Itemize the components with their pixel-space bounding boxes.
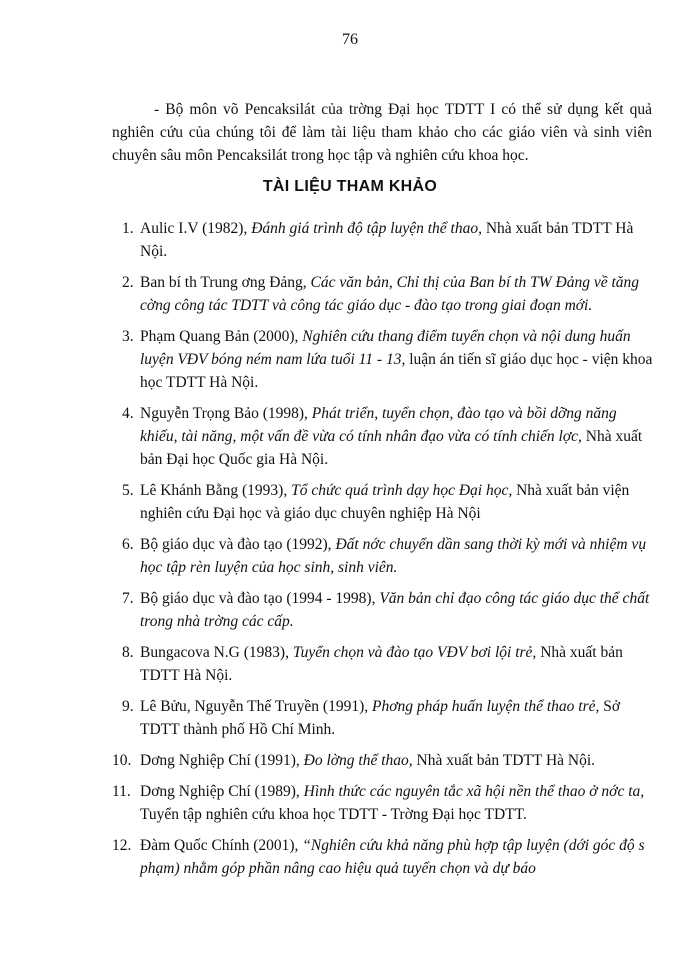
reference-item: 12. Đàm Quốc Chính (2001), “Nghiên cứu khả năng phù hợp tập luyện (dới góc độ s phạm) nhằm góp phần nâng cao hiệu quả tuyển chọn và dự báo — [112, 837, 645, 877]
reference-item: 1. Aulic I.V (1982), Đánh giá trình độ tập luyện thể thao, Nhà xuất bản TDTT Hà Nội. — [122, 220, 634, 260]
reference-item: 7. Bộ giáo dục và đào tạo (1994 - 1998), Văn bản chỉ đạo công tác giáo dục thể chất trong nhà trờng các cấp. — [122, 590, 650, 630]
page-number: 76 — [342, 31, 358, 48]
intro-paragraph: - Bộ môn võ Pencaksilát của trờng Đại học TDTT I có thể sử dụng kết quả nghiên cứu của chúng tôi để làm tài liệu tham khảo cho các giáo viên và sinh viên chuyên sâu môn Pencaksilát trong học tập và nghiên cứu khoa học. — [112, 101, 652, 164]
reference-item: 11. Dơng Nghiệp Chí (1989), Hình thức các nguyên tắc xã hội nền thể thao ở nớc ta, Tuyển tập nghiên cứu khoa học TDTT - Trờng Đại học TDTT. — [112, 783, 645, 823]
reference-item: 2. Ban bí th Trung ơng Đảng, Các văn bản, Chỉ thị của Ban bí th TW Đảng về tăng cờng công tác TDTT và công tác giáo dục - đào tạo trong giai đoạn mới. — [122, 274, 640, 314]
reference-item: 5. Lê Khánh Bằng (1993), Tổ chức quá trình dạy học Đại học, Nhà xuất bản viện nghiên cứu Đại học và giáo dục chuyên nghiệp Hà Nội — [122, 482, 630, 522]
reference-item: 8. Bungacova N.G (1983), Tuyển chọn và đào tạo VĐV bơi lội trẻ, Nhà xuất bản TDTT Hà Nội. — [122, 644, 623, 684]
reference-item: 3. Phạm Quang Bản (2000), Nghiên cứu thang điểm tuyển chọn và nội dung huấn luyện VĐV bóng ném nam lứa tuổi 11 - 13, luận án tiến sĩ giáo dục học - viện khoa học TDTT Hà Nội. — [122, 328, 653, 391]
reference-list — [112, 217, 657, 888]
reference-item: 4. Nguyễn Trọng Bảo (1998), Phát triển, tuyển chọn, đào tạo và bồi dỡng năng khiếu, tài năng, một vấn đề vừa có tính nhân đạo vừa có tính chiến lợc, Nhà xuất bản Đại học Quốc gia Hà Nội. — [122, 405, 643, 468]
reference-item: 6. Bộ giáo dục và đào tạo (1992), Đất nớc chuyển dần sang thời kỳ mới và nhiệm vụ học tập rèn luyện của học sinh, sinh viên. — [122, 536, 647, 576]
reference-item: 9. Lê Bửu, Nguyễn Thế Truyền (1991), Phơng pháp huấn luyện thể thao trẻ, Sở TDTT thành phố Hồ Chí Minh. — [122, 698, 621, 738]
references-heading: TÀI LIỆU THAM KHẢO — [262, 178, 438, 195]
reference-item: 10. Dơng Nghiệp Chí (1991), Đo lờng thể thao, Nhà xuất bản TDTT Hà Nội. — [112, 752, 596, 769]
